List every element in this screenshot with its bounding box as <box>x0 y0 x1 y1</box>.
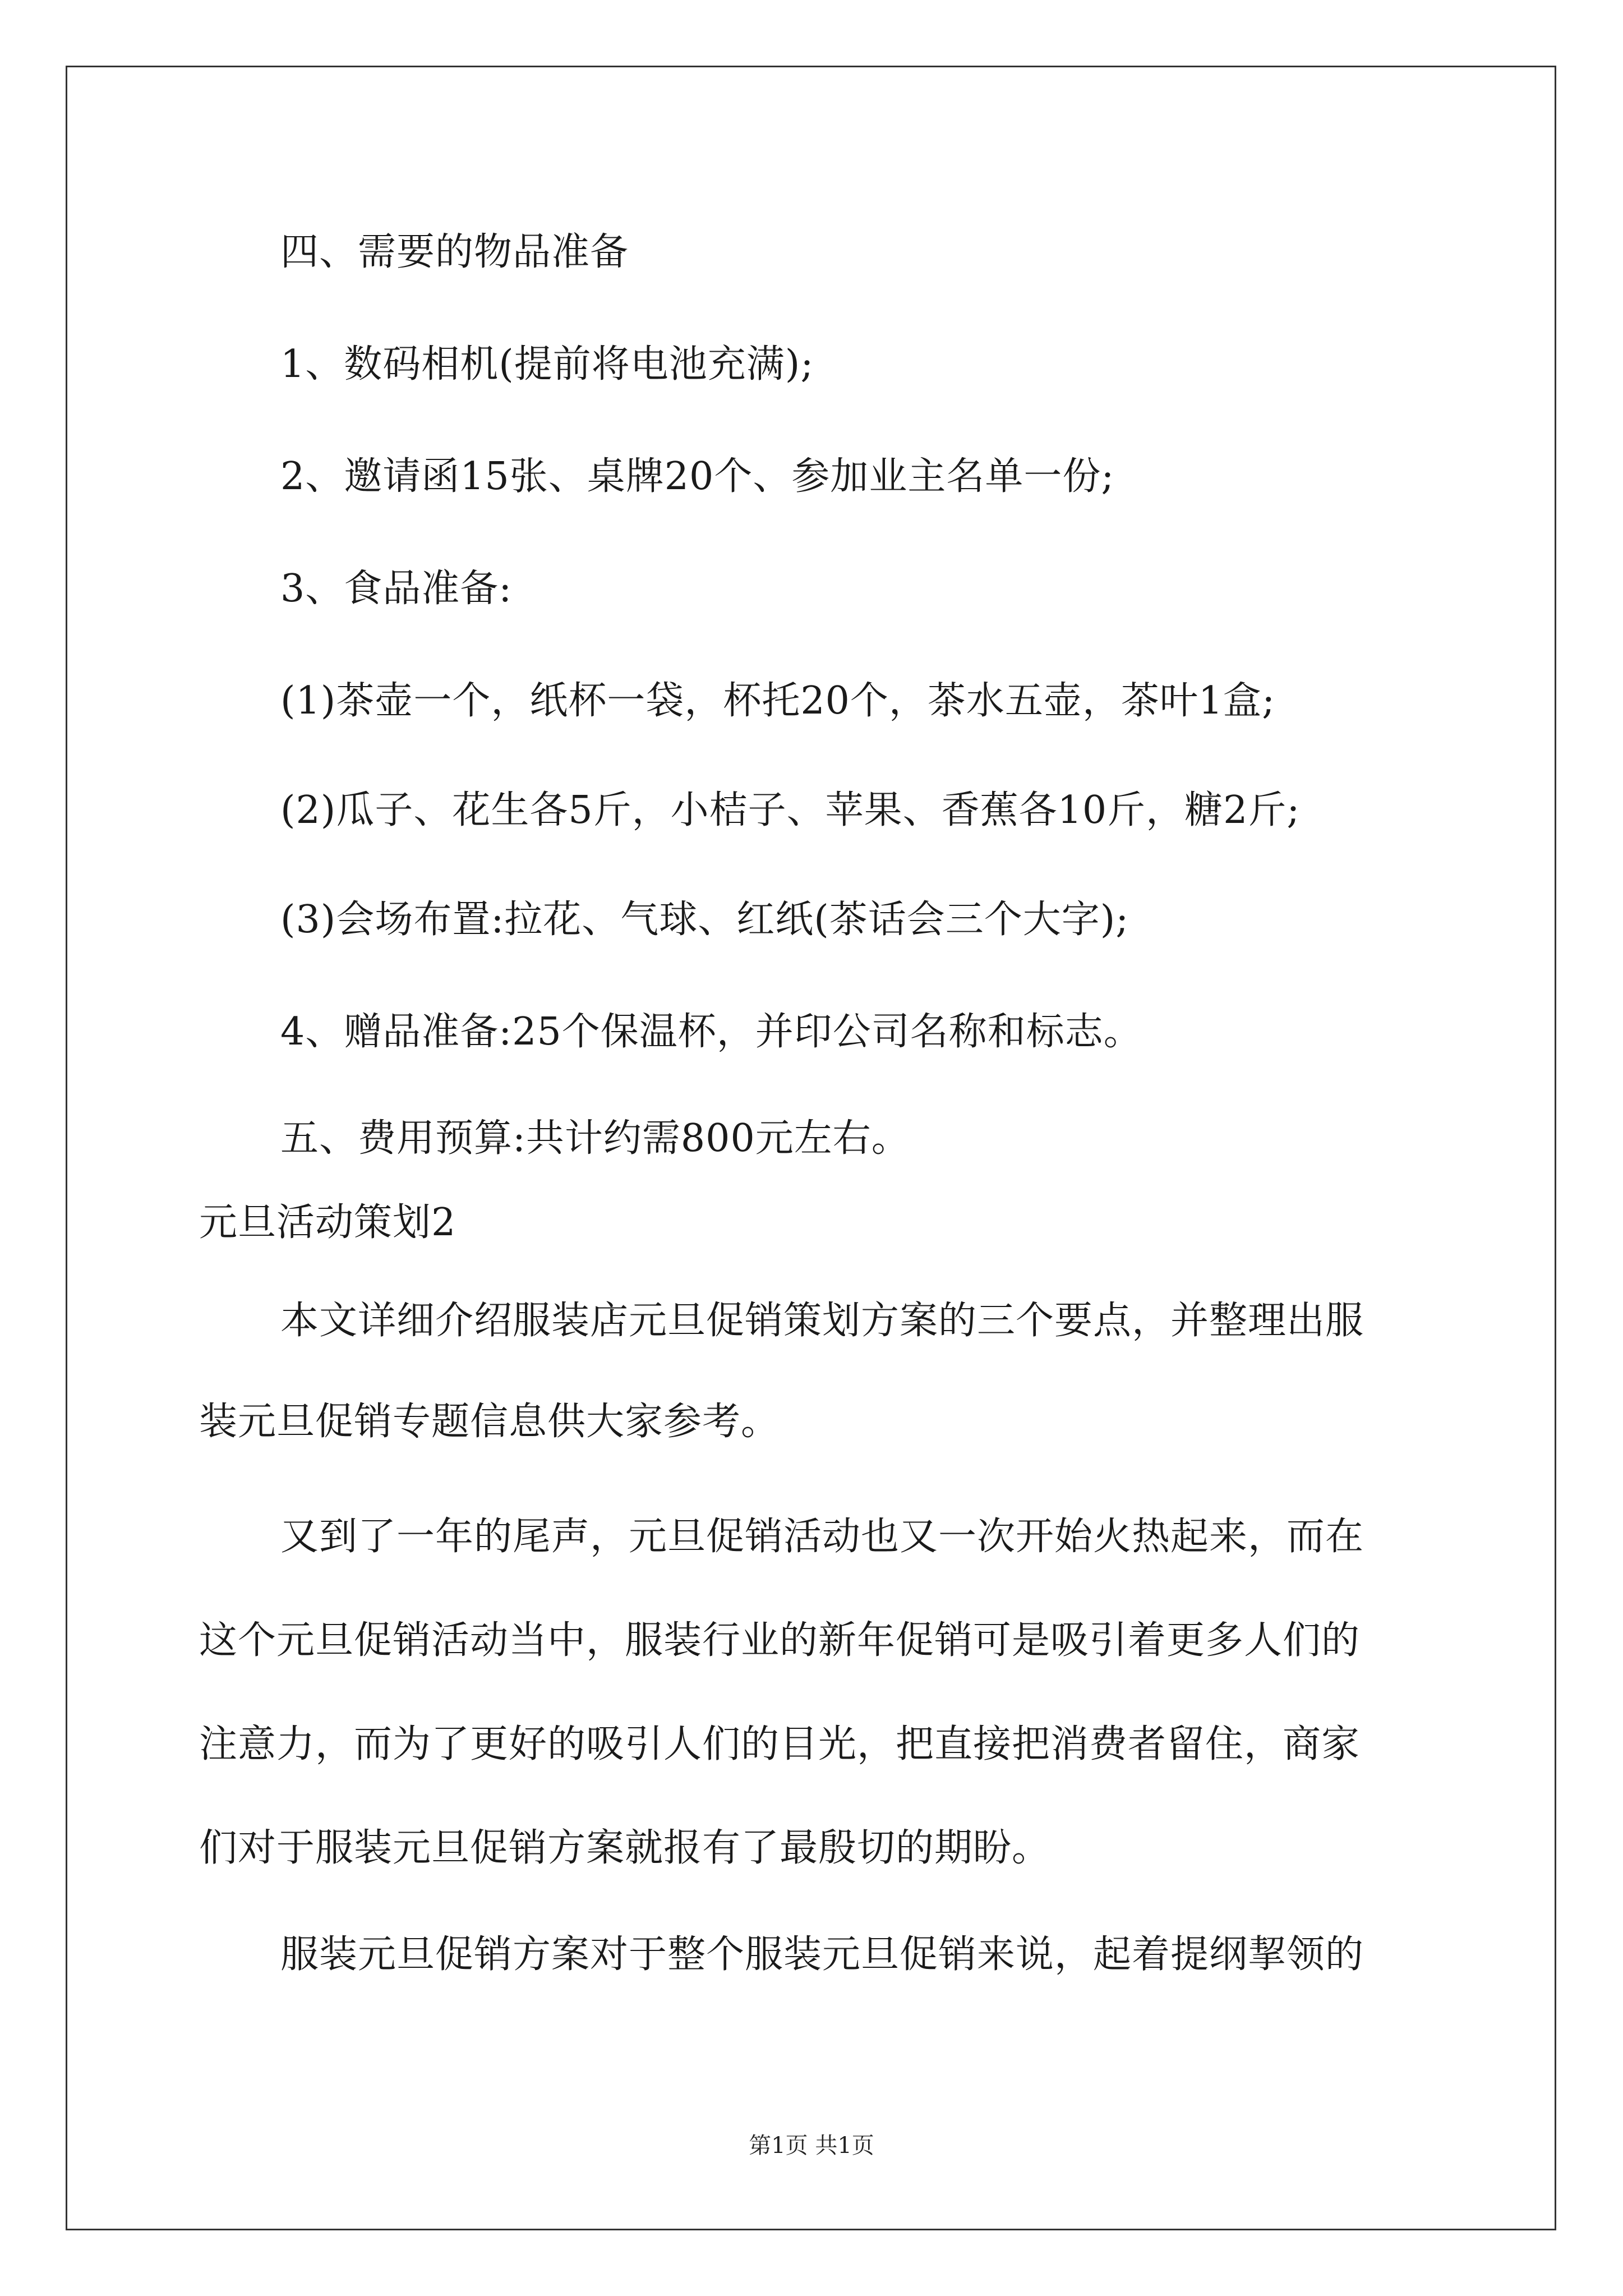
list-item: (3)会场布置:拉花、气球、红纸(茶话会三个大字); <box>280 898 1129 942</box>
paragraph-line: 们对于服装元旦促销方案就报有了最殷切的期盼。 <box>199 1826 1051 1870</box>
list-item: 3、食品准备: <box>280 567 513 611</box>
paragraph-line: 注意力，而为了更好的吸引人们的目光，把直接把消费者留住，商家 <box>199 1722 1361 1766</box>
list-item: 2、邀请函15张、桌牌20个、参加业主名单一份; <box>280 454 1115 499</box>
heading-budget: 五、费用预算:共计约需800元左右。 <box>280 1116 910 1161</box>
section-title: 元旦活动策划2 <box>199 1200 457 1245</box>
paragraph-line: 本文详细介绍服装店元旦促销策划方案的三个要点，并整理出服 <box>280 1299 1364 1343</box>
heading-items-prep: 四、需要的物品准备 <box>280 230 629 274</box>
list-item: 1、数码相机(提前将电池充满); <box>280 342 814 386</box>
page-footer: 第1页 共1页 <box>749 2133 874 2159</box>
paragraph-line: 这个元旦促销活动当中，服装行业的新年促销可是吸引着更多人们的 <box>199 1618 1361 1663</box>
paragraph-line: 又到了一年的尾声，元旦促销活动也又一次开始火热起来，而在 <box>280 1515 1364 1559</box>
list-item: (2)瓜子、花生各5斤，小桔子、苹果、香蕉各10斤，糖2斤; <box>280 788 1301 832</box>
paragraph-line: 服装元旦促销方案对于整个服装元旦促销来说，起着提纲挈领的 <box>280 1932 1364 1977</box>
list-item: (1)茶壶一个，纸杯一袋，杯托20个，茶水五壶，茶叶1盒; <box>280 679 1276 723</box>
list-item: 4、赠品准备:25个保温杯，并印公司名称和标志。 <box>280 1010 1142 1054</box>
paragraph-line: 装元旦促销专题信息供大家参考。 <box>199 1400 780 1444</box>
